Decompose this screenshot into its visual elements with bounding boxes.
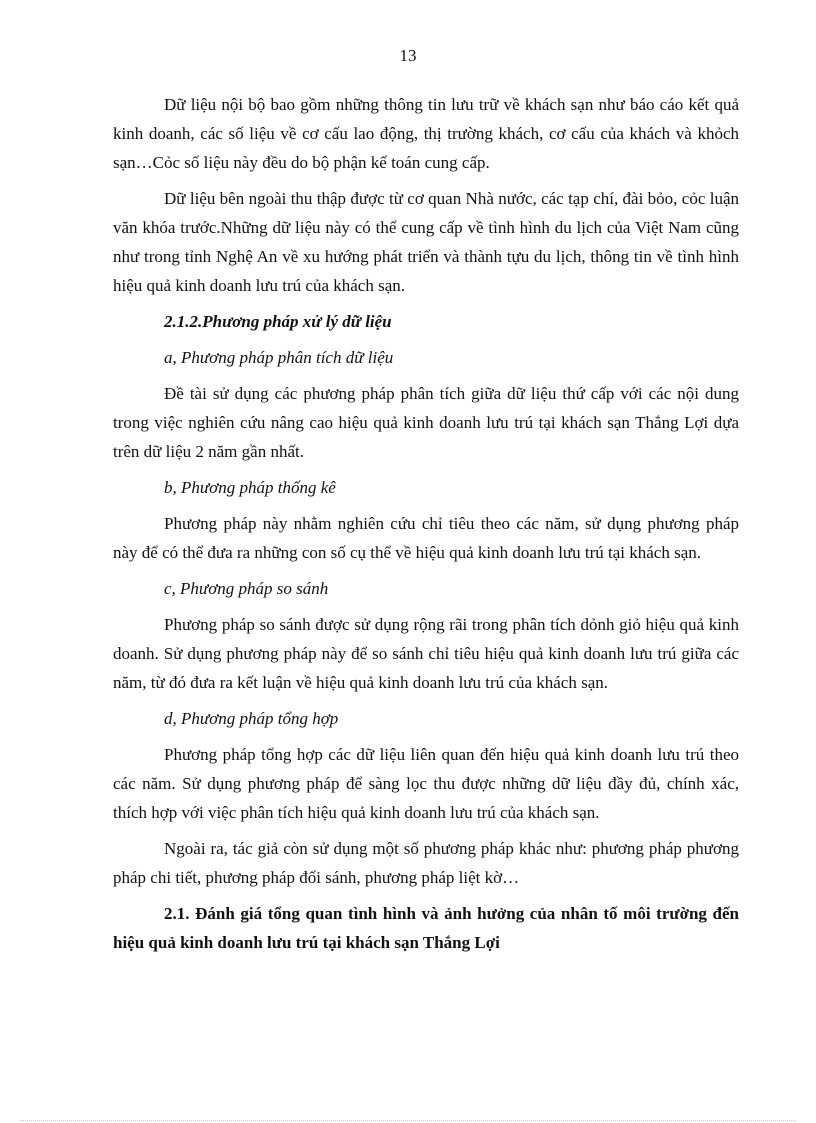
- subheading-d: d, Phương pháp tổng hợp: [164, 709, 339, 728]
- section-heading-2-1: 2.1. Đánh giá tổng quan tình hình và ảnh hưởng của nhân tố môi trường đến hiệu quả kinh doanh lưu trú tại khách sạn Thắng Lợi: [113, 904, 739, 952]
- paragraph-internal-data: Dữ liệu nội bộ bao gồm những thông tin lưu trữ về khách sạn như báo cáo kết quả kinh doanh, các số liệu về cơ cấu lao động, thị trường khách, cơ cấu của khách và khỏch sạn…Cỏc số liệu này đều do bộ phận kế toán cung cấp.: [113, 95, 739, 172]
- paragraph-analysis-method: Đề tài sử dụng các phương pháp phân tích giữa dữ liệu thứ cấp với các nội dung trong việc nghiên cứu nâng cao hiệu quả kinh doanh lưu trú tại khách sạn Thắng Lợi dựa trên dữ liệu 2 năm gần nhất.: [113, 384, 739, 461]
- section-heading-2-1-2: 2.1.2.Phương pháp xử lý dữ liệu: [164, 312, 392, 331]
- paragraph-synthesis-method: Phương pháp tổng hợp các dữ liệu liên quan đến hiệu quả kinh doanh lưu trú theo các năm. Sử dụng phương pháp để sàng lọc thu được những dữ liệu đầy đủ, chính xác, thích hợp với việc phân tích hiệu quả kinh doanh lưu trú của khách sạn.: [113, 745, 739, 822]
- subheading-a: a, Phương pháp phân tích dữ liệu: [164, 348, 394, 367]
- paragraph-other-methods: Ngoài ra, tác giả còn sử dụng một số phương pháp khác như: phương pháp phương pháp chi tiết, phương pháp đối sánh, phương pháp liệt kờ…: [113, 839, 739, 887]
- paragraph-statistics-method: Phương pháp này nhằm nghiên cứu chỉ tiêu theo các năm, sử dụng phương pháp này để có thể đưa ra những con số cụ thể về hiệu quả kinh doanh lưu trú tại khách sạn.: [113, 514, 739, 562]
- page-number: 13: [399, 46, 417, 65]
- paragraph-external-data: Dữ liệu bên ngoài thu thập được từ cơ quan Nhà nước, các tạp chí, đài bỏo, cỏc luận văn khóa trước.Những dữ liệu này có thể cung cấp về tình hình du lịch của Việt Nam cũng như trong tỉnh Nghệ An về xu hướng phát triển và thành tựu du lịch, thông tin về tình hình hiệu quả kinh doanh lưu trú của khách sạn.: [113, 189, 739, 295]
- page-bottom-divider: [20, 1120, 796, 1121]
- page-content: [113, 90, 739, 957]
- paragraph-comparison-method: Phương pháp so sánh được sử dụng rộng rãi trong phân tích dỏnh giỏ hiệu quả kinh doanh. Sử dụng phương pháp này để so sánh chỉ tiêu hiệu quả kinh doanh lưu trú giữa các năm, từ đó đưa ra kết luận về hiệu quả kinh doanh lưu trú của khách sạn.: [113, 615, 739, 692]
- subheading-c: c, Phương pháp so sánh: [164, 579, 329, 598]
- subheading-b: b, Phương pháp thống kê: [164, 478, 336, 497]
